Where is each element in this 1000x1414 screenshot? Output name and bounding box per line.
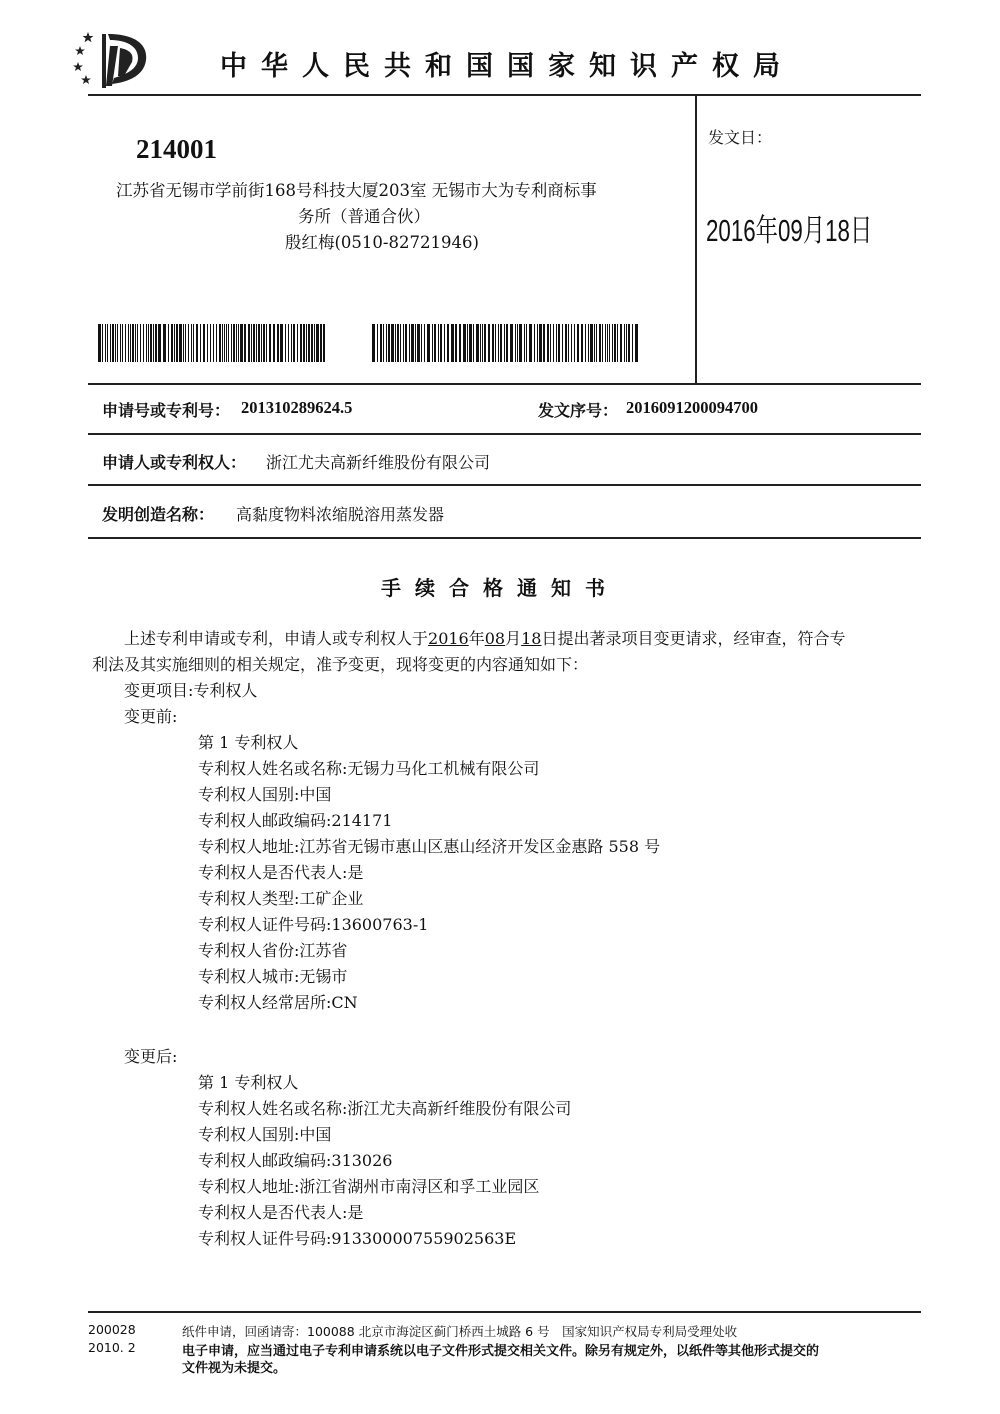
change-item: 变更项目:专利权人 bbox=[124, 681, 258, 700]
before-line: 专利权人证件号码:13600763-1 bbox=[198, 915, 429, 934]
address-block-rule bbox=[88, 383, 921, 385]
footer-rule bbox=[88, 1311, 921, 1313]
dispatch-serial-value: 2016091200094700 bbox=[626, 398, 758, 417]
applicant-value: 浙江尤夫高新纤维股份有限公司 bbox=[266, 453, 491, 472]
application-number-label: 申请号或专利号： bbox=[102, 401, 231, 420]
para1-part-d: 日提出著录项目变更请求，经审查，符合专 bbox=[541, 629, 846, 648]
before-line: 专利权人是否代表人:是 bbox=[198, 863, 364, 882]
after-line: 专利权人姓名或名称:浙江尤夫高新纤维股份有限公司 bbox=[198, 1099, 572, 1118]
after-line: 专利权人证件号码:91330000755902563E bbox=[198, 1229, 517, 1248]
after-line: 第 1 专利权人 bbox=[198, 1073, 299, 1092]
notice-paragraph-line2: 利法及其实施细则的相关规定，准予变更，现将变更的内容通知如下： bbox=[92, 655, 589, 674]
before-line: 专利权人类型:工矿企业 bbox=[198, 889, 364, 908]
after-line: 专利权人邮政编码:313026 bbox=[198, 1151, 393, 1170]
footer-electronic-filing-cont: 文件视为未提交。 bbox=[182, 1361, 287, 1376]
before-line: 第 1 专利权人 bbox=[198, 733, 299, 752]
form-version: 2010. 2 bbox=[88, 1340, 136, 1355]
recipient-address-line2: 务所（普通合伙） bbox=[298, 207, 430, 226]
before-line: 专利权人经常居所:CN bbox=[198, 993, 358, 1012]
office-title: 中华人民共和国国家知识产权局 bbox=[220, 51, 794, 82]
request-day: 18 bbox=[521, 629, 542, 648]
barcode-left bbox=[98, 324, 326, 362]
para1-part-c: 月 bbox=[505, 629, 522, 648]
header-rule bbox=[88, 94, 921, 96]
para1-part-a: 上述专利申请或专利，申请人或专利权人于 bbox=[124, 629, 429, 648]
before-line: 专利权人国别:中国 bbox=[198, 785, 332, 804]
before-label: 变更前: bbox=[124, 707, 178, 726]
row-rule-1 bbox=[88, 433, 921, 435]
after-line: 专利权人是否代表人:是 bbox=[198, 1203, 364, 1222]
after-line: 专利权人国别:中国 bbox=[198, 1125, 332, 1144]
after-label: 变更后: bbox=[124, 1047, 178, 1066]
before-line: 专利权人邮政编码:214171 bbox=[198, 811, 393, 830]
cnipa-logo-icon bbox=[72, 26, 152, 92]
footer-electronic-filing: 电子申请，应当通过电子专利申请系统以电子文件形式提交相关文件。除另有规定外，以纸件等其他形式提交的 bbox=[182, 1344, 820, 1359]
request-year: 2016 bbox=[428, 629, 469, 648]
dispatch-date-value: 2016年09月18日 bbox=[706, 213, 873, 248]
recipient-address-line1: 江苏省无锡市学前街168号科技大厦203室 无锡市大为专利商标事 bbox=[116, 181, 597, 200]
notice-paragraph-line1 bbox=[124, 626, 846, 649]
before-line: 专利权人地址:江苏省无锡市惠山区惠山经济开发区金惠路 558 号 bbox=[198, 837, 661, 856]
before-line: 专利权人姓名或名称:无锡力马化工机械有限公司 bbox=[198, 759, 540, 778]
request-month: 08 bbox=[484, 629, 506, 648]
applicant-label: 申请人或专利权人： bbox=[102, 453, 247, 472]
dispatch-serial-label: 发文序号： bbox=[538, 401, 619, 420]
application-number-value: 201310289624.5 bbox=[241, 398, 353, 417]
footer-paper-filing: 纸件申请，回函请寄：100088 北京市海淀区蓟门桥西土城路 6 号 国家知识产权局专利局受理处收 bbox=[182, 1324, 738, 1339]
after-line: 专利权人地址:浙江省湖州市南浔区和孚工业园区 bbox=[198, 1177, 540, 1196]
dispatch-date-label: 发文日： bbox=[708, 128, 773, 147]
invention-title-label: 发明创造名称： bbox=[102, 505, 215, 524]
para1-part-b: 年 bbox=[468, 629, 485, 648]
before-line: 专利权人城市:无锡市 bbox=[198, 967, 348, 986]
recipient-postcode: 214001 bbox=[136, 134, 217, 164]
row-rule-2 bbox=[88, 484, 921, 486]
form-code: 200028 bbox=[88, 1322, 136, 1337]
notice-title: 手续合格通知书 bbox=[381, 576, 619, 600]
row-rule-3 bbox=[88, 537, 921, 539]
recipient-contact: 殷红梅(0510-82721946) bbox=[285, 233, 479, 252]
date-column-divider bbox=[695, 94, 697, 384]
barcode-right bbox=[372, 324, 642, 362]
before-line: 专利权人省份:江苏省 bbox=[198, 941, 348, 960]
invention-title-value: 高黏度物料浓缩脱溶用蒸发器 bbox=[236, 505, 445, 524]
